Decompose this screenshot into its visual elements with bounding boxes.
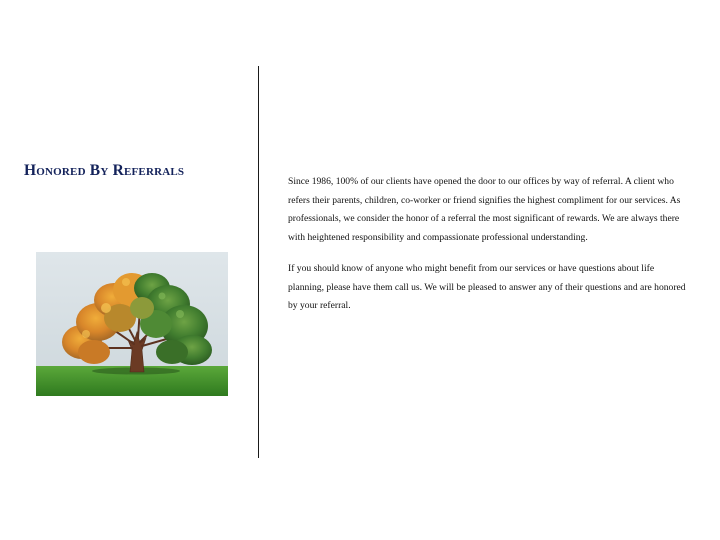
paragraph-referral-history: Since 1986, 100% of our clients have opened the door to our offices by way of referral. A client who refers their parents, children, co-worker or friend signifies the highest compliment for our services. As professionals, we consider the honor of a referral the most significant of rewards. We are always there with heightened responsibility and compassionate professional understanding.	[288, 176, 681, 243]
paragraph-referral-invitation: If you should know of anyone who might benefit from our services or have questions about life planning, please have them call us. We will be pleased to answer any of their questions and are honored by your referral.	[288, 262, 686, 312]
section-heading: Honored By Referrals	[24, 162, 185, 179]
tree-image	[36, 252, 228, 396]
vertical-divider	[258, 66, 259, 458]
referral-text	[288, 173, 688, 328]
